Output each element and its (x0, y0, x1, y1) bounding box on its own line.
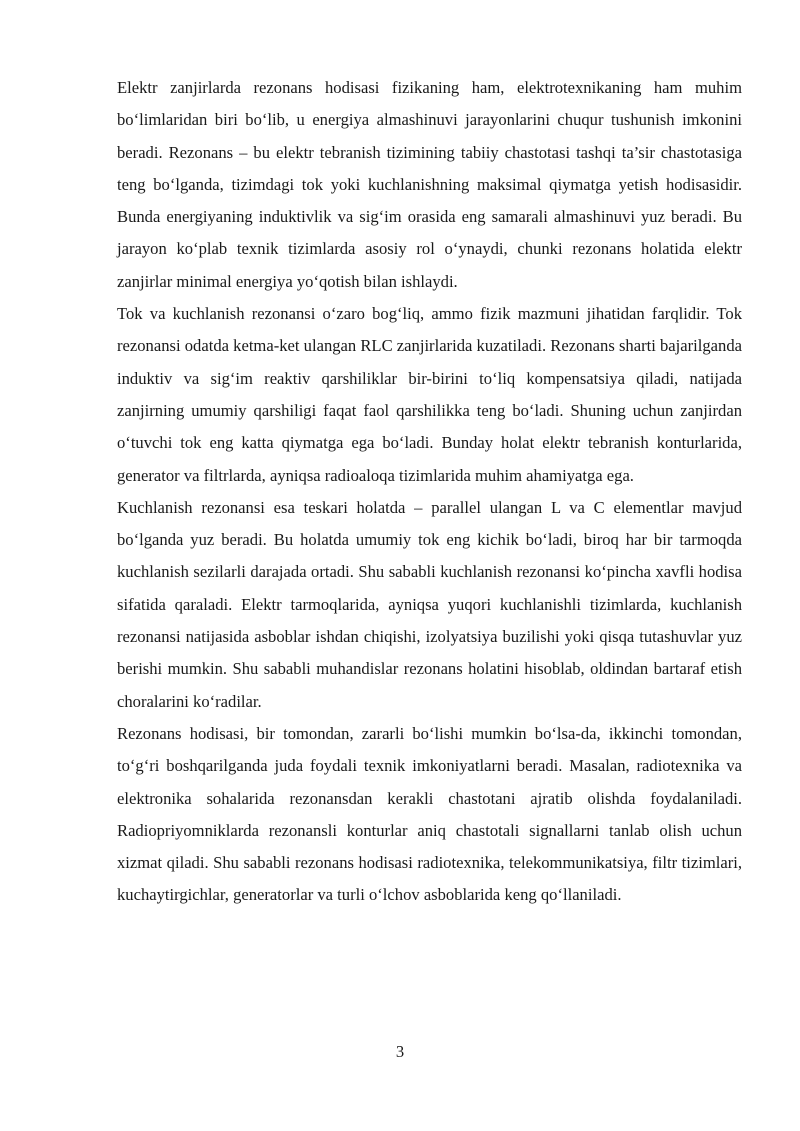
paragraph-resonance-intro: Elektr zanjirlarda rezonans hodisasi fizikaning ham, elektrotexnikaning ham muhim bo‘limlaridan biri bo‘lib, u energiya almashinuvi jarayonlarini chuqur tushunish imkonini beradi. Rezonans – bu elektr tebranish tizimining tabiiy chastotasi tashqi ta’sir chastotasiga teng bo‘lganda, tizimdagi tok yoki kuchlanishning maksimal qiymatga yetish hodisasidir. Bunda energiyaning induktivlik va sig‘im orasida eng samarali almashinuvi yuz beradi. Bu jarayon ko‘plab texnik tizimlarda asosiy rol o‘ynaydi, chunki rezonans holatida elektr zanjirlar minimal energiya yo‘qotish bilan ishlaydi. (117, 78, 742, 291)
page-number: 3 (395, 1042, 405, 1061)
paragraph-current-resonance: Tok va kuchlanish rezonansi o‘zaro bog‘liq, ammo fizik mazmuni jihatidan farqlidir. Tok rezonansi odatda ketma-ket ulangan RLC zanjirlarida kuzatiladi. Rezonans sharti bajarilganda induktiv va sig‘im reaktiv qarshiliklar bir-birini to‘liq kompensatsiya qiladi, natijada zanjirning umumiy qarshiligi faqat faol qarshilikka teng bo‘ladi. Shuning uchun zanjirdan o‘tuvchi tok eng katta qiymatga ega bo‘ladi. Bunday holat elektr tebranish konturlarida, generator va filtrlarda, ayniqsa radioaloqa tizimlarida muhim ahamiyatga ega. (117, 304, 742, 485)
paragraph-resonance-applications: Rezonans hodisasi, bir tomondan, zararli bo‘lishi mumkin bo‘lsa-da, ikkinchi tomondan, to‘g‘ri boshqarilganda juda foydali texnik imkoniyatlarni beradi. Masalan, radiotexnika va elektronika sohalarida rezonansdan kerakli chastotani ajratib olishda foydalaniladi. Radiopriyomniklarda rezonansli konturlar aniq chastotali signallarni tanlab olish uchun xizmat qiladi. Shu sababli rezonans hodisasi radiotexnika, telekommunikatsiya, filtr tizimlari, kuchaytirgichlar, generatorlar va turli o‘lchov asboblarida keng qo‘llaniladi. (117, 723, 742, 905)
document-body (117, 72, 742, 912)
paragraph-voltage-resonance: Kuchlanish rezonansi esa teskari holatda – parallel ulangan L va C elementlar mavjud bo‘lganda yuz beradi. Bu holatda umumiy tok eng kichik bo‘ladi, biroq har bir tarmoqda kuchlanish sezilarli darajada ortadi. Shu sababli kuchlanish rezonansi ko‘pincha xavfli hodisa sifatida qaraladi. Elektr tarmoqlarida, ayniqsa yuqori kuchlanishli tizimlarda, kuchlanish rezonansi natijasida asboblar ishdan chiqishi, izolyatsiya buzilishi yoki qisqa tutashuvlar yuz berishi mumkin. Shu sababli muhandislar rezonans holatini hisoblab, oldindan bartaraf etish choralarini ko‘radilar. (117, 497, 742, 711)
